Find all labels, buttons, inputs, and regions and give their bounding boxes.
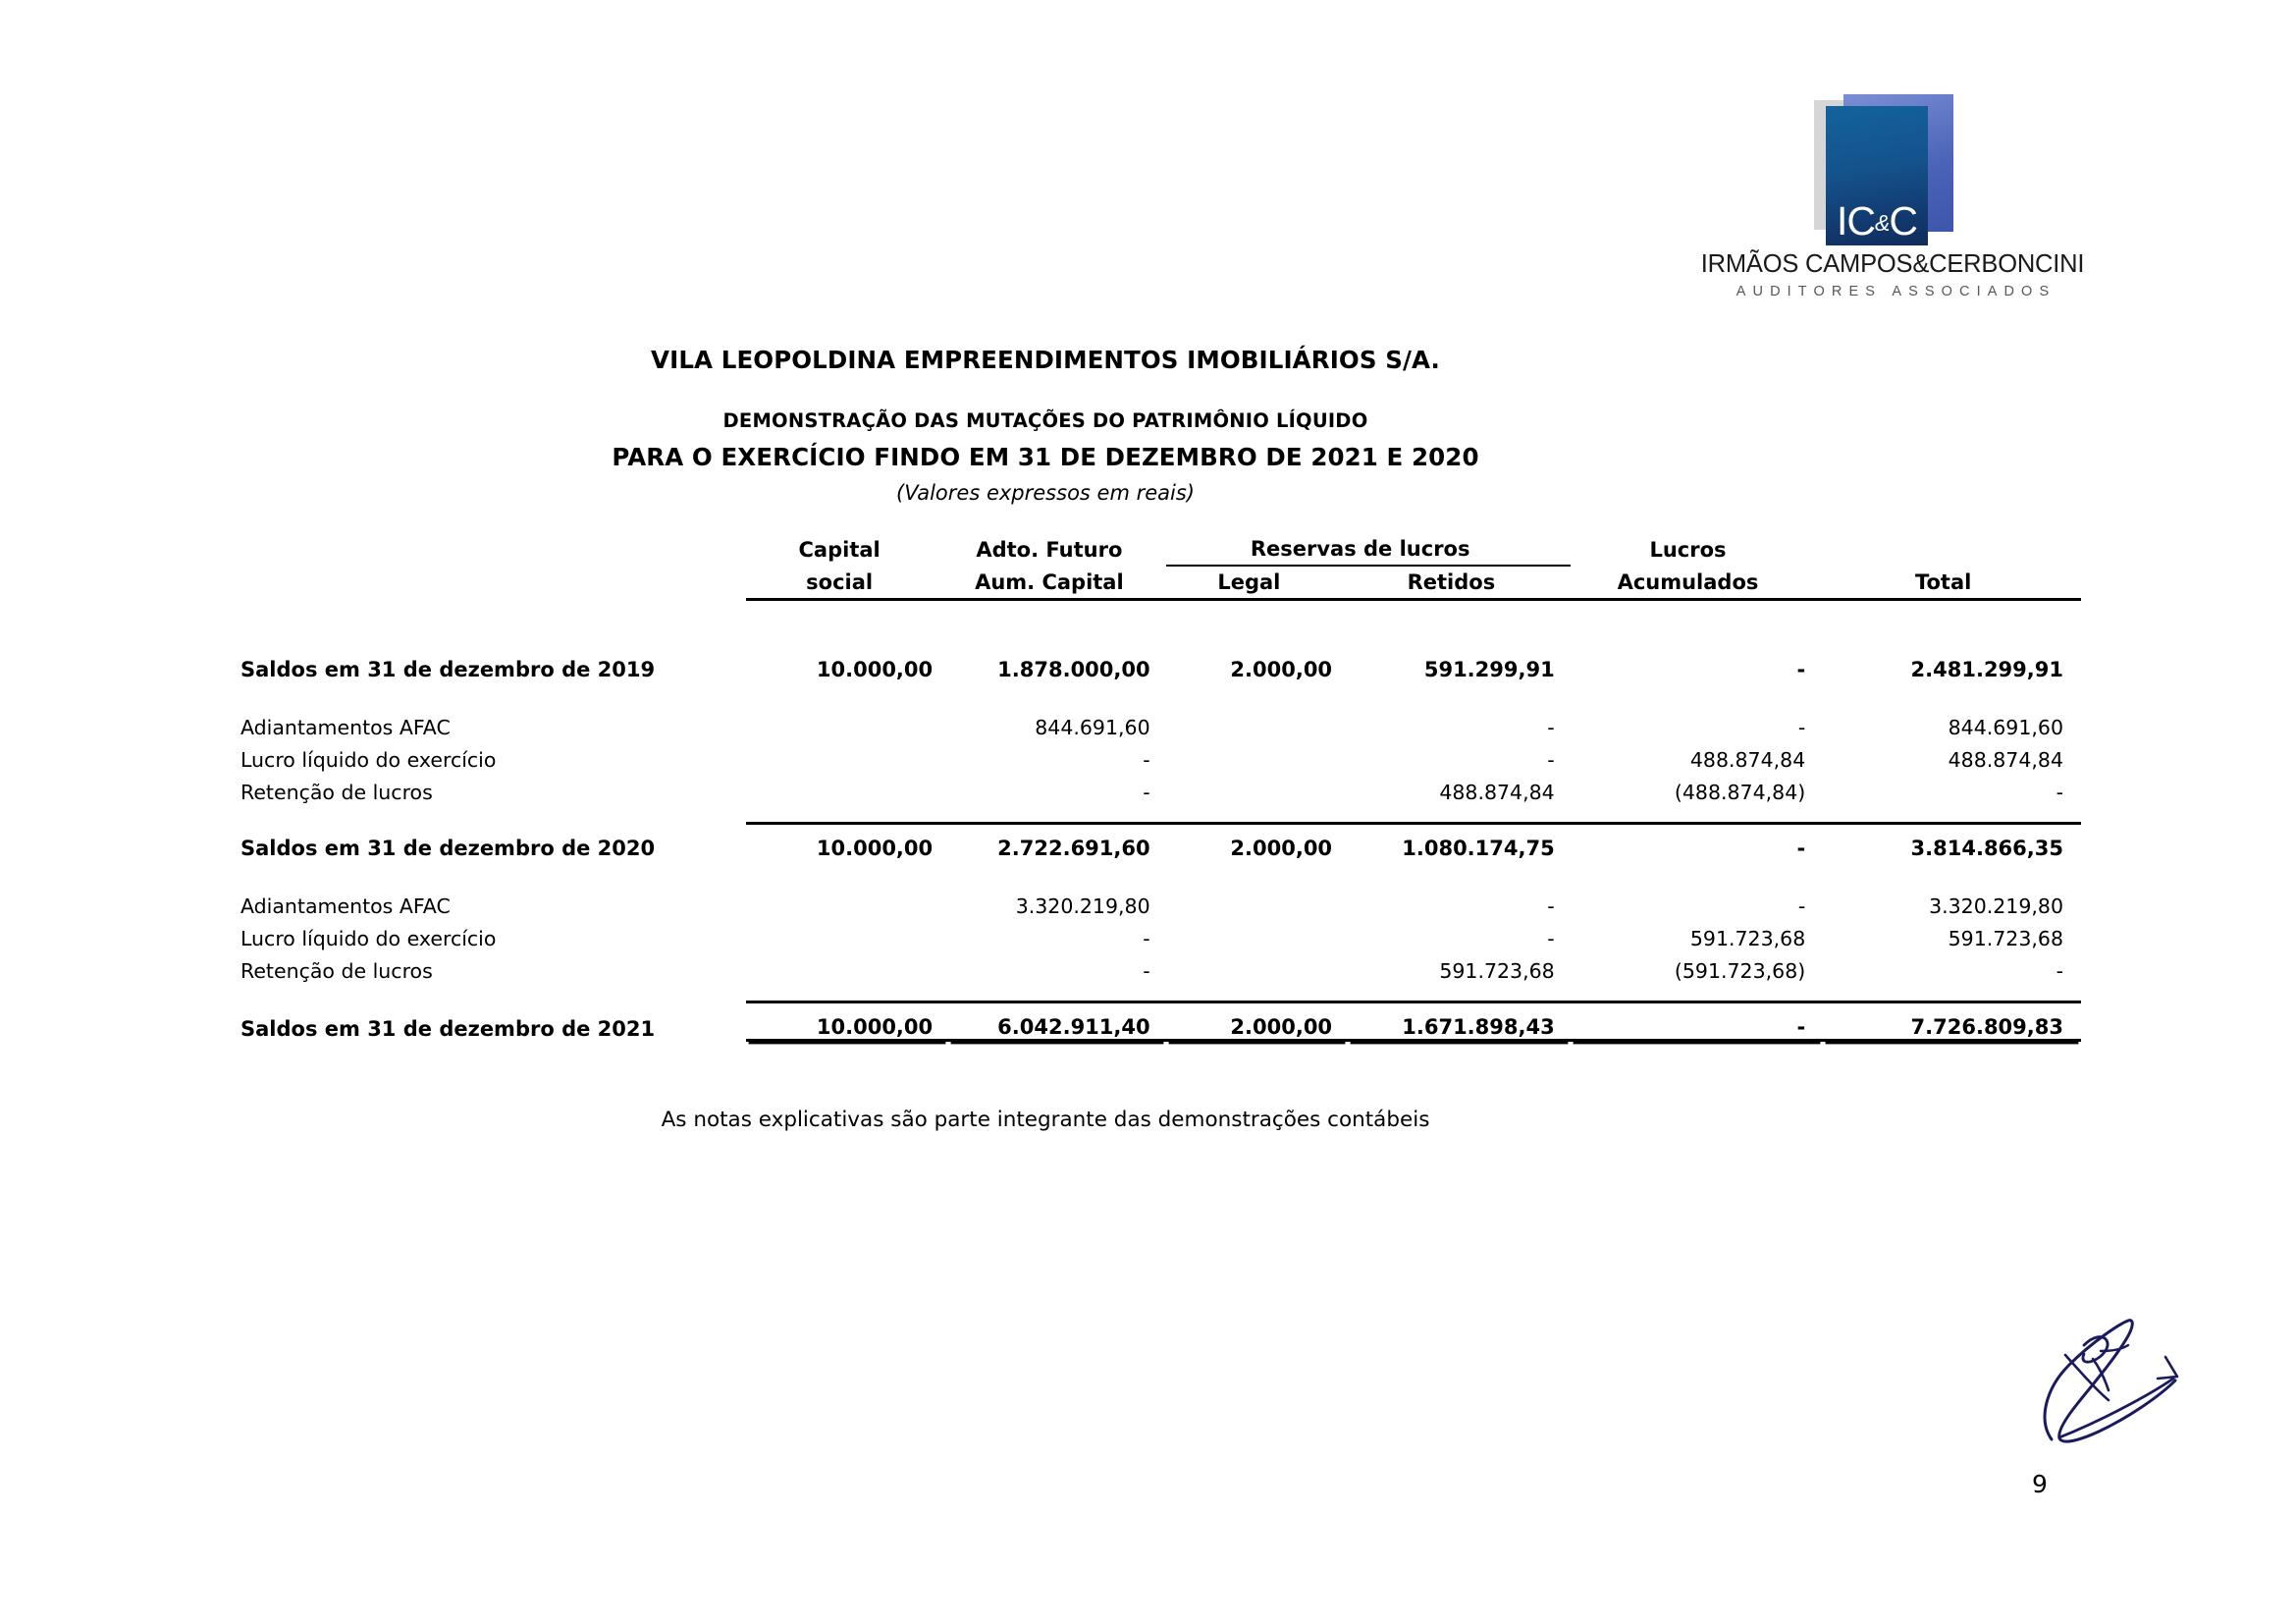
logo-wordmark	[1686, 250, 2099, 279]
cell-adto: 6.042.911,40	[948, 1002, 1165, 1041]
cell-retidos: -	[1547, 927, 1555, 950]
equity-changes-table	[240, 535, 2081, 1042]
header-retidos: Retidos	[1348, 566, 1571, 600]
cell-legal	[1166, 707, 1348, 739]
header-legal: Legal	[1166, 566, 1348, 600]
cell-total: 3.320.219,80	[1929, 894, 2063, 918]
cell-total: 7.726.809,83	[1823, 1002, 2081, 1041]
company-logo	[1686, 94, 2099, 320]
signature-svg	[1991, 1294, 2285, 1461]
cell-legal: 2.000,00	[1166, 824, 1348, 861]
cell-total: 2.481.299,91	[1910, 658, 2063, 681]
table-row-lucro-liquido-2021	[240, 918, 2081, 950]
cell-legal	[1166, 918, 1348, 950]
table-row-lucro-liquido-2020	[240, 739, 2081, 772]
cell-lucros: -	[1797, 716, 1806, 739]
statement-period: PARA O EXERCÍCIO FINDO EM 31 DE DEZEMBRO DE 2021 E 2020	[612, 443, 1479, 471]
cell-capital	[746, 918, 948, 950]
cell-capital: 10.000,00	[746, 824, 948, 861]
header-total-spacer	[1823, 535, 2081, 566]
cell-legal	[1166, 772, 1348, 804]
cell-retidos: 591.723,68	[1439, 959, 1555, 983]
row-label: Lucro líquido do exercício	[240, 927, 497, 950]
cell-total: 3.814.866,35	[1823, 824, 2081, 861]
cell-capital	[746, 739, 948, 772]
table-body	[240, 600, 2081, 1041]
cell-adto: -	[1143, 781, 1150, 804]
cell-capital	[746, 886, 948, 918]
table-row-retencao-2020	[240, 772, 2081, 804]
cell-total: 591.723,68	[1948, 927, 2063, 950]
cell-capital	[746, 950, 948, 983]
logo-mark	[1814, 94, 1971, 246]
cell-total: 488.874,84	[1948, 748, 2063, 772]
row-label: Saldos em 31 de dezembro de 2019	[240, 658, 656, 681]
currency-note: (Valores expressos em reais)	[896, 481, 1195, 505]
spacer-block-4	[240, 983, 2081, 1002]
cell-total: -	[2056, 781, 2063, 804]
explanatory-notes-footnote: As notas explicativas são parte integrante das demonstrações contábeis	[661, 1108, 1430, 1132]
cell-lucros: -	[1796, 658, 1806, 681]
cell-lucros: -	[1571, 824, 1824, 861]
spacer-after-header	[240, 600, 2081, 647]
cell-adto: 3.320.219,80	[1015, 894, 1150, 918]
cell-capital	[746, 772, 948, 804]
cell-legal	[1166, 739, 1348, 772]
cell-adto: -	[1143, 748, 1150, 772]
header-spacer-2	[240, 566, 746, 600]
header-group-reservas: Reservas de lucros	[1166, 535, 1571, 566]
cell-adto: 844.691,60	[1035, 716, 1150, 739]
row-label: Saldos em 31 de dezembro de 2021	[240, 1016, 656, 1041]
cell-retidos: -	[1547, 894, 1555, 918]
table-row-retencao-2021	[240, 950, 2081, 983]
table-row-afac-2021	[240, 886, 2081, 918]
page-number: 9	[2032, 1470, 2048, 1498]
header-spacer	[240, 535, 746, 566]
row-label: Retenção de lucros	[240, 959, 433, 983]
header-lucros-line1: Lucros	[1649, 538, 1727, 563]
company-name: VILA LEOPOLDINA EMPREENDIMENTOS IMOBILIÁRIOS S/A.	[651, 346, 1440, 374]
cell-retidos: 488.874,84	[1439, 781, 1555, 804]
cell-lucros: (591.723,68)	[1674, 959, 1806, 983]
cell-retidos: 1.671.898,43	[1348, 1002, 1571, 1041]
cell-retidos: 1.080.174,75	[1348, 824, 1571, 861]
cell-adto: 2.722.691,60	[948, 824, 1165, 861]
cell-capital	[746, 707, 948, 739]
table-row-balance-2020	[240, 824, 2081, 861]
cell-adto: -	[1143, 959, 1150, 983]
cell-legal	[1166, 950, 1348, 983]
spacer-block-1	[240, 681, 2081, 707]
header-total: Total	[1823, 566, 2081, 600]
header-adto-line2: Aum. Capital	[948, 566, 1165, 600]
cell-retidos: -	[1547, 748, 1555, 772]
cell-capital: 10.000,00	[746, 1002, 948, 1041]
cell-legal	[1166, 886, 1348, 918]
cell-lucros: 591.723,68	[1689, 927, 1806, 950]
cell-lucros: -	[1571, 1002, 1824, 1041]
spacer-block-2	[240, 804, 2081, 824]
row-label: Retenção de lucros	[240, 781, 433, 804]
cell-lucros: (488.874,84)	[1674, 781, 1806, 804]
cell-legal: 2.000,00	[1166, 1002, 1348, 1041]
header-row-bottom	[240, 566, 2081, 600]
table-row-balance-2019	[240, 646, 2081, 681]
cell-capital: 10.000,00	[816, 658, 934, 681]
cell-adto: -	[1143, 927, 1150, 950]
document-title-block	[0, 346, 2091, 505]
cell-retidos: 591.299,91	[1423, 658, 1555, 681]
cell-retidos: -	[1547, 716, 1555, 739]
header-row-top	[240, 535, 2081, 566]
header-capital-line1: Capital	[798, 538, 881, 563]
row-label: Adiantamentos AFAC	[240, 894, 451, 918]
cell-total: -	[2056, 959, 2063, 983]
header-capital-line2: social	[746, 566, 948, 600]
logo-subwordmark: AUDITORES ASSOCIADOS	[1735, 284, 2056, 299]
logo-wordmark-text: IRMÃOS CAMPOS&CERBONCINI	[1700, 250, 2085, 278]
header-lucros-line2: Acumulados	[1571, 566, 1824, 600]
logo-monogram: IC&C	[1837, 198, 1917, 244]
cell-total: 844.691,60	[1948, 716, 2063, 739]
statement-title: DEMONSTRAÇÃO DAS MUTAÇÕES DO PATRIMÔNIO LÍQUIDO	[722, 409, 1368, 432]
table-header	[240, 535, 2081, 600]
row-label: Saldos em 31 de dezembro de 2020	[240, 837, 656, 860]
spacer-block-3	[240, 860, 2081, 886]
table-row-balance-2021	[240, 1002, 2081, 1041]
handwritten-signature	[1991, 1294, 2285, 1461]
table-row-afac-2020	[240, 707, 2081, 739]
cell-lucros: -	[1797, 894, 1806, 918]
cell-lucros: 488.874,84	[1689, 748, 1806, 772]
row-label: Adiantamentos AFAC	[240, 716, 451, 739]
row-label: Lucro líquido do exercício	[240, 748, 497, 772]
cell-adto: 1.878.000,00	[997, 658, 1150, 681]
cell-legal: 2.000,00	[1230, 658, 1333, 681]
header-adto-line1: Adto. Futuro	[976, 538, 1123, 563]
